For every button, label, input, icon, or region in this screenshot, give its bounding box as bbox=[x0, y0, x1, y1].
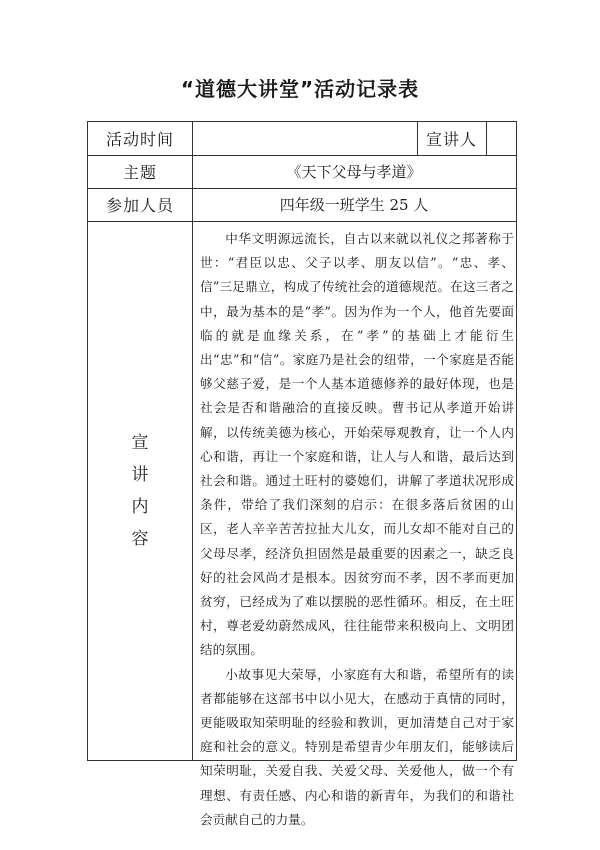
row-divider-1 bbox=[88, 155, 516, 156]
participants-value: 四年级一班学生 25 人 bbox=[279, 196, 429, 214]
content-label-char-4: 容 bbox=[131, 528, 149, 549]
row-divider-3 bbox=[88, 221, 516, 222]
topic-value: 《天下父母与孝道》 bbox=[286, 163, 422, 181]
speaker-label: 宣讲人 bbox=[425, 130, 477, 149]
participants-label: 参加人员 bbox=[105, 196, 174, 215]
speaker-divider-right bbox=[486, 122, 487, 155]
activity-time-value bbox=[192, 122, 417, 155]
document-title: “道德大讲堂”活动记录表 bbox=[180, 77, 420, 101]
speaker-divider-left bbox=[417, 122, 418, 155]
content-label-char-3: 内 bbox=[131, 496, 149, 517]
activity-time-label: 活动时间 bbox=[105, 130, 174, 149]
activity-record-form bbox=[87, 121, 517, 827]
content-section bbox=[88, 221, 516, 827]
content-paragraph-2: 小故事见大荣辱，小家庭有大和谐，希望所有的读者都能够在这部书中以小见大，在感动于真情的同时，更能吸取知荣明耻的经验和教训，更加清楚自己对于家庭和社会的意义。特别是希望青少年朋友们，能够读后知荣明耻，关爱自我、关爱父母、关爱他人，做一个有理想、有责任感、内心和谐的新青年，为我们的和谐社会贡献自己的力量。 bbox=[200, 666, 514, 827]
content-paragraph-1: 中华文明源远流长，自古以来就以礼仪之邦著称于世：“君臣以忠、父子以孝、朋友以信”。“忠、孝、信”三足鼎立，构成了传统社会的道德规范。在这三者之中，最为基本的是“孝”。因为作为一个人，他首先要面临的就是血缘关系，在“孝”的基础上才能衍生出“忠”和“信”。家庭乃是社会的纽带，一个家庭是否能够父慈子爱，是一个人基本道德修养的最好体现，也是社会是否和谐融洽的直接反映。曹书记从孝道开始讲解，以传统美德为核心，开始荣辱观教育，让一个人内心和谐，再让一个家庭和谐，让人与人和谐，最后达到社会和谐。通过土旺村的婆媳们，讲解了孝道状况形成条件，带给了我们深刻的启示：在很多落后贫困的山区，老人辛辛苦苦拉扯大儿女，而儿女却不能对自己的父母尽孝，经济负担固然是最重要的因素之一，缺乏良好的社会风尚才是根本。因贫穷而不孝，因不孝而更加贫穷，已经成为了难以摆脱的恶性循环。相反，在土旺村，尊老爱幼蔚然成风，往往能带来积极向上、文明团结的氛围。 bbox=[200, 231, 514, 658]
lecture-content bbox=[200, 227, 514, 832]
speaker-value bbox=[486, 122, 516, 155]
content-label-char-2: 讲 bbox=[131, 464, 149, 485]
topic-label: 主题 bbox=[122, 163, 157, 182]
row-divider-2 bbox=[88, 188, 516, 189]
content-label bbox=[88, 221, 192, 760]
content-label-char-1: 宣 bbox=[131, 432, 149, 453]
label-column-divider bbox=[192, 122, 193, 760]
